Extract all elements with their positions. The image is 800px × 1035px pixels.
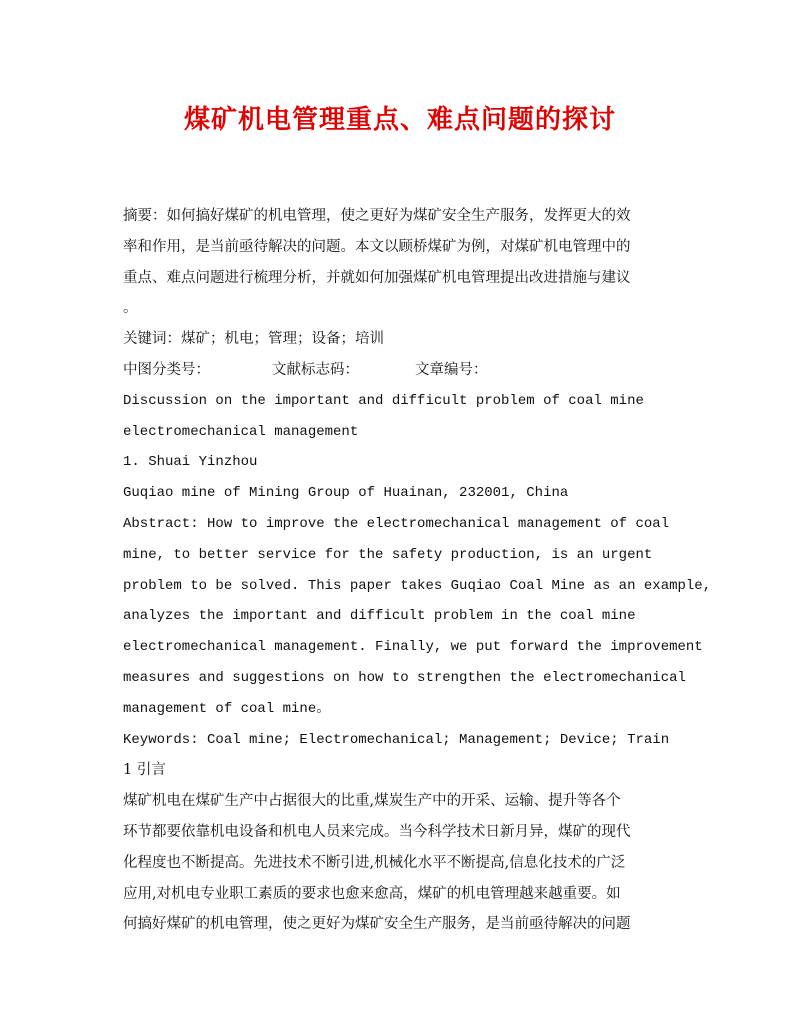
document-body [123,201,712,940]
abstract-en-line: problem to be solved. This paper takes Guqiao Coal Mine as an example, [123,577,712,594]
classification-line [123,355,678,386]
keywords-cn: 关键词：煤矿；机电；管理；设备；培训 [123,331,384,348]
clc-class-number: 中图分类号： [123,361,210,378]
english-title [123,386,678,448]
abstract-cn-line: 摘要：如何搞好煤矿的机电管理，使之更好为煤矿安全生产服务，发挥更大的效 [123,208,631,224]
abstract-en-line: management of coal mine。 [123,700,331,717]
intro-line: 环节都要依靠机电设备和机电人员来完成。当今科学技术日新月异，煤矿的现代 [123,823,631,840]
english-title-line: electromechanical management [123,423,359,440]
author: 1. Shuai Yinzhou [123,454,258,471]
abstract-en-line: mine, to better service for the safety production, is an urgent [123,546,653,563]
intro-paragraph [123,786,678,940]
intro-line: 化程度也不断提高。先进技术不断引进,机械化水平不断提高,信息化技术的广泛 [123,854,626,871]
abstract-en-line: measures and suggestions on how to strengthen the electromechanical [123,669,686,686]
keywords-en: Keywords: Coal mine; Electromechanical; Management; Device; Train [123,731,670,748]
abstract-en-line: Abstract: How to improve the electromechanical management of coal [123,515,670,532]
abstract-cn-line: 重点、难点问题进行梳理分析，并就如何加强煤矿机电管理提出改进措施与建议 [123,269,631,286]
intro-line: 应用,对机电专业职工素质的要求也愈来愈高，煤矿的机电管理越来越重要。如 [123,885,621,902]
abstract-cn-line: 率和作用，是当前亟待解决的问题。本文以顾桥煤矿为例，对煤矿机电管理中的 [123,238,631,255]
abstract-en-line: electromechanical management. Finally, we put forward the improvement [123,639,703,656]
affiliation: Guqiao mine of Mining Group of Huainan, 232001, China [123,485,569,502]
page-title: 煤矿机电管理重点、难点问题的探讨 [183,105,616,135]
intro-line: 何搞好煤矿的机电管理，使之更好为煤矿安全生产服务，是当前亟待解决的问题 [123,916,631,933]
abstract-en-line: analyzes the important and difficult problem in the coal mine [123,608,636,625]
intro-line: 煤矿机电在煤矿生产中占据很大的比重,煤炭生产中的开采、运输、提升等各个 [123,793,621,810]
clc-article-number: 文章编号： [415,361,488,378]
section-heading: 1 引言 [123,762,166,779]
abstract-cn-line: 。 [123,300,138,317]
english-title-line: Discussion on the important and difficult problem of coal mine [123,392,644,409]
clc-document-code: 文献标志码： [272,361,359,378]
abstract-en [123,509,712,725]
abstract-cn [123,201,678,324]
